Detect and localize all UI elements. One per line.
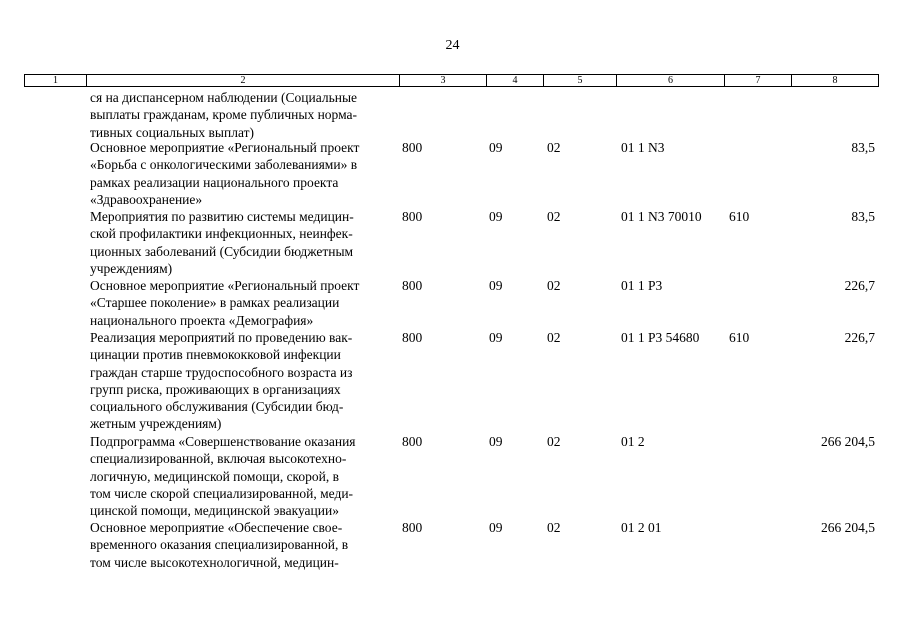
cell-section-code: 800 <box>402 520 423 535</box>
cell-amount: 83,5 <box>851 140 875 155</box>
column-header-2: 2 <box>86 75 399 86</box>
column-header-4: 4 <box>486 75 543 86</box>
cell-section-code: 800 <box>402 140 423 155</box>
description-line: социального обслуживания (Субсидии бюд- <box>90 399 344 415</box>
cell-target-article: 01 2 <box>621 434 645 449</box>
cell-amount: 83,5 <box>851 209 875 224</box>
description-line: цинской помощи, медицинской эвакуации» <box>90 503 339 519</box>
description-line: «Старшее поколение» в рамках реализации <box>90 295 340 311</box>
description-line: рамках реализации национального проекта <box>90 174 339 190</box>
cell-chapter-code: 09 <box>489 209 503 224</box>
cell-subchapter-code: 02 <box>547 330 561 345</box>
description-line: цинации против пневмококковой инфекции <box>90 347 341 363</box>
row-description <box>90 433 392 519</box>
description-line: временного оказания специализированной, в <box>90 537 349 553</box>
page-number: 24 <box>445 38 460 53</box>
description-line: Основное мероприятие «Региональный проект <box>90 278 360 293</box>
cell-section-code: 800 <box>402 330 423 345</box>
cell-amount: 226,7 <box>844 278 875 293</box>
cell-subchapter-code: 02 <box>547 209 561 224</box>
cell-target-article: 01 1 N3 70010 <box>621 209 702 224</box>
row-description <box>90 208 392 277</box>
description-line: учреждениям) <box>90 260 173 276</box>
description-line: ской профилактики инфекционных, неинфек- <box>90 226 353 242</box>
row-description <box>90 139 392 208</box>
description-line: Основное мероприятие «Обеспечение свое- <box>90 520 343 535</box>
cell-chapter-code: 09 <box>489 278 503 293</box>
cell-chapter-code: 09 <box>489 520 503 535</box>
description-line: «Здравоохранение» <box>90 191 203 207</box>
description-line: том числе высокотехнологичной, медицин- <box>90 554 339 570</box>
description-line: «Борьба с онкологическими заболеваниями» в <box>90 157 358 173</box>
cell-subchapter-code: 02 <box>547 434 561 449</box>
description-line: жетным учреждениям) <box>90 416 222 432</box>
column-header-8: 8 <box>791 75 878 86</box>
description-line: логичную, медицинской помощи, скорой, в <box>90 468 340 484</box>
cell-amount: 266 204,5 <box>821 520 875 535</box>
cell-target-article: 01 1 P3 54680 <box>621 330 700 345</box>
description-line: том числе скорой специализированной, меди- <box>90 485 354 501</box>
description-line: Подпрограмма «Совершенствование оказания <box>90 434 356 449</box>
cell-chapter-code: 09 <box>489 434 503 449</box>
cell-subchapter-code: 02 <box>547 520 561 535</box>
description-line: Основное мероприятие «Региональный проект <box>90 140 360 155</box>
description-line: Мероприятия по развитию системы медицин- <box>90 209 354 224</box>
cell-target-article: 01 2 01 <box>621 520 662 535</box>
cell-amount: 226,7 <box>844 330 875 345</box>
cell-section-code: 800 <box>402 434 423 449</box>
description-line: ционных заболеваний (Субсидии бюджетным <box>90 243 354 259</box>
column-header-3: 3 <box>399 75 486 86</box>
description-line: тивных социальных выплат) <box>90 124 254 140</box>
cell-chapter-code: 09 <box>489 140 503 155</box>
row-description <box>90 277 392 329</box>
cell-target-article: 01 1 N3 <box>621 140 665 155</box>
description-line: выплаты гражданам, кроме публичных норма- <box>90 107 358 123</box>
cell-chapter-code: 09 <box>489 330 503 345</box>
cell-expense-type: 610 <box>729 330 750 345</box>
description-line: граждан старше трудоспособного возраста из <box>90 364 353 380</box>
description-line: ся на диспансерном наблюдении (Социальные <box>90 90 358 105</box>
cell-amount: 266 204,5 <box>821 434 875 449</box>
column-header-1: 1 <box>53 75 58 86</box>
cell-expense-type: 610 <box>729 209 750 224</box>
description-line: групп риска, проживающих в организациях <box>90 381 341 397</box>
column-header-6: 6 <box>616 75 724 86</box>
row-description <box>90 329 392 433</box>
cell-target-article: 01 1 P3 <box>621 278 663 293</box>
cell-section-code: 800 <box>402 209 423 224</box>
row-description <box>90 519 392 571</box>
cell-section-code: 800 <box>402 278 423 293</box>
column-header-7: 7 <box>724 75 791 86</box>
description-line: Реализация мероприятий по проведению вак- <box>90 330 353 345</box>
description-line: национального проекта «Демография» <box>90 312 314 328</box>
description-line: специализированной, включая высокотехно- <box>90 451 347 467</box>
cell-subchapter-code: 02 <box>547 278 561 293</box>
column-header-5: 5 <box>543 75 616 86</box>
row-description <box>90 89 392 141</box>
cell-subchapter-code: 02 <box>547 140 561 155</box>
